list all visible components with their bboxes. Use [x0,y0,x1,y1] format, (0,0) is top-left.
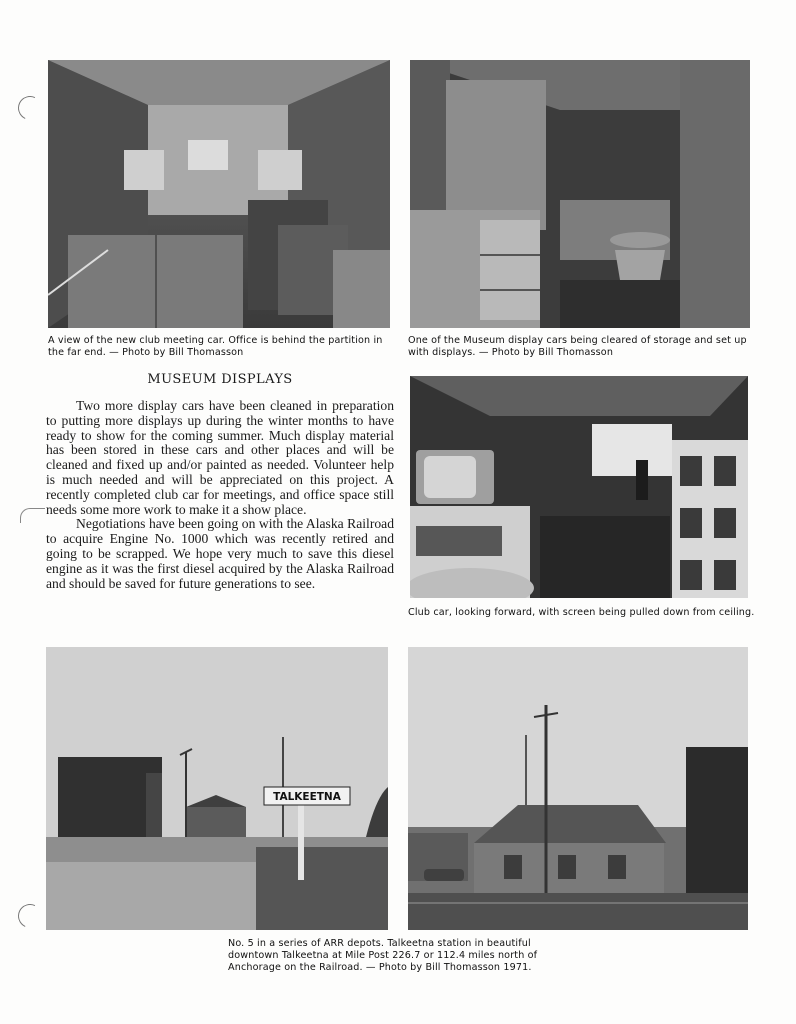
binder-hole-bottom [15,901,46,932]
article-body [46,399,394,591]
talkeetna-sign-photo [46,647,388,930]
article-paragraph-1: Two more display cars have been cleaned in preparation to putting more displays up during the winter months to have ready to show for the coming summer. Much display material has been stored in these cars and other places and will be cleaned and fixed up and/or painted as needed. Volunteer help is much needed and will be appreciated on this project. A recently completed club car for meetings, and office space still needs some more work to make it a show place. [46,398,394,517]
article-paragraph-2: Negotiations have been going on with the Alaska Railroad to acquire Engine No. 1000 which was recently retired and going to be scrapped. We hope very much to save this diesel engine as it was the first diesel acquired by the Alaska Railroad and should be saved for future generations to see. [46,516,394,591]
display-car-caption: One of the Museum display cars being cleared of storage and set up with displays. — Photo by Bill Thomasson [408,335,747,358]
depot-caption: No. 5 in a series of ARR depots. Talkeetna station in beautiful downtown Talkeetna at Mile Post 226.7 or 112.4 miles north of Anchorage on the Railroad. — Photo by Bill Thomasson 1971. [228,938,538,973]
club-car-caption: Club car, looking forward, with screen being pulled down from ceiling. [408,607,755,618]
meeting-car-caption: A view of the new club meeting car. Office is behind the partition in the far end. — Photo by Bill Thomasson [48,335,383,358]
meeting-car-photo [48,60,390,328]
club-car-photo [410,376,748,598]
binder-hole-top [15,93,46,124]
article-heading: MUSEUM DISPLAYS [147,372,293,387]
talkeetna-sign-text: TALKEETNA [273,791,341,803]
display-car-photo [410,60,750,328]
binder-mark-middle [20,508,45,523]
talkeetna-depot-photo [408,647,748,930]
